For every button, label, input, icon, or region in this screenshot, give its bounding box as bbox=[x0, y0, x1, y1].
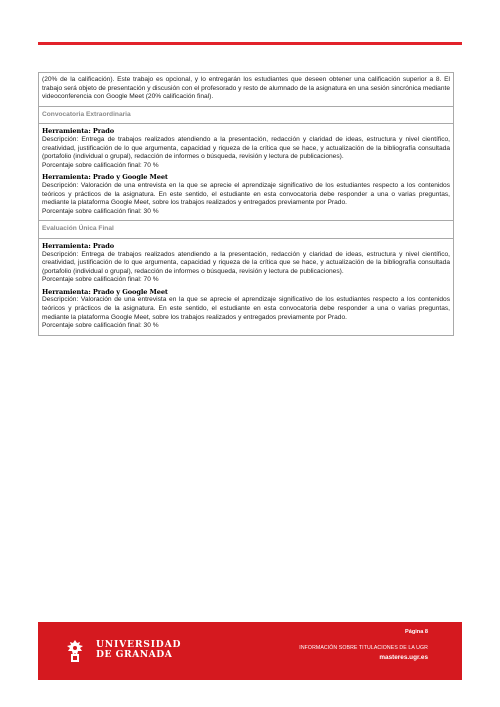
intro-paragraph: (20% de la calificación). Este trabajo es opcional, y lo entregarán los estudiantes que deseen obtener una calificación superior a 8. El trabajo será objeto de presentación y discusión con el profesorado y resto de alumnado de la asignatura en una sesión sincrónica mediante videoconferencia con Google Meet (20% calificación final). bbox=[42, 76, 450, 101]
university-name bbox=[96, 640, 181, 660]
tool-description: Descripción: Entrega de trabajos realizados atendiendo a la presentación, redacción y claridad de ideas, estructura y nivel científico, creatividad, justificación de lo que argumenta, capacidad y riqueza de la crítica que se hace, y actualización de la bibliografía consultada (portafolio (individual o grupal), redacción de informes o búsqueda, revisión y lectura de publicaciones). bbox=[42, 250, 450, 275]
university-crest-icon bbox=[64, 639, 86, 665]
tool-item bbox=[42, 173, 450, 216]
tool-title: Herramienta: Prado y Google Meet bbox=[42, 287, 168, 296]
tool-title: Herramienta: Prado bbox=[42, 127, 115, 136]
tool-title: Herramienta: Prado y Google Meet bbox=[42, 173, 168, 182]
tool-description: Descripción: Valoración de una entrevista en la que se aprecie el aprendizaje significativo de los estudiantes respecto a los contenidos teóricos y prácticos de la asignatura. En este sentido, el estudiante en esta convocatoria debe responder a una o varias preguntas, mediante la plataforma Google Meet, sobre los trabajos realizados y entregados previamente por Prado. bbox=[42, 181, 450, 207]
section-header-extraordinaria: Convocatoria Extraordinaria bbox=[39, 107, 453, 125]
info-line: INFORMACIÓN SOBRE TITULACIONES DE LA UGR bbox=[299, 645, 428, 651]
tool-percentage: Porcentaje sobre calificación final: 70 % bbox=[42, 276, 159, 284]
tool-percentage: Porcentaje sobre calificación final: 30 % bbox=[42, 207, 159, 215]
section-body-evaluacion-unica bbox=[39, 239, 453, 335]
tool-item bbox=[42, 288, 450, 331]
tool-percentage: Porcentaje sobre calificación final: 70 % bbox=[42, 161, 159, 169]
page-number: Página 8 bbox=[404, 629, 428, 635]
tool-description: Descripción: Entrega de trabajos realizados atendiendo a la presentación, redacción y claridad de ideas, estructura y nivel científico, creatividad, justificación de lo que argumenta, capacidad y riqueza de la crítica que se hace, y actualización de la bibliografía consultada (portafolio (individual o grupal), redacción de informes o búsqueda, revisión y lectura de publicaciones). bbox=[42, 135, 450, 161]
page-footer bbox=[38, 622, 462, 680]
section-header-evaluacion-unica: Evaluación Única Final bbox=[39, 221, 453, 239]
tool-percentage: Porcentaje sobre calificación final: 30 % bbox=[42, 322, 159, 330]
intro-block bbox=[39, 73, 453, 107]
tool-description: Descripción: Valoración de una entrevista en la que se aprecie el aprendizaje significativo de los estudiantes respecto a los contenidos teóricos y prácticos de la asignatura. En este sentido, el estudiante en esta convocatoria debe responder a una o varias preguntas, mediante la plataforma Google Meet, sobre los trabajos realizados y entregados previamente por Prado. bbox=[42, 296, 450, 321]
header-rule bbox=[38, 42, 462, 45]
tool-item bbox=[42, 127, 450, 170]
evaluation-table bbox=[38, 72, 454, 336]
tool-item bbox=[42, 242, 450, 285]
site-link[interactable]: masteres.ugr.es bbox=[379, 654, 428, 661]
section-body-extraordinaria bbox=[39, 124, 453, 221]
tool-title: Herramienta: Prado bbox=[42, 241, 115, 250]
university-line2: DE GRANADA bbox=[96, 649, 173, 660]
university-line1: UNIVERSIDAD bbox=[96, 639, 182, 650]
